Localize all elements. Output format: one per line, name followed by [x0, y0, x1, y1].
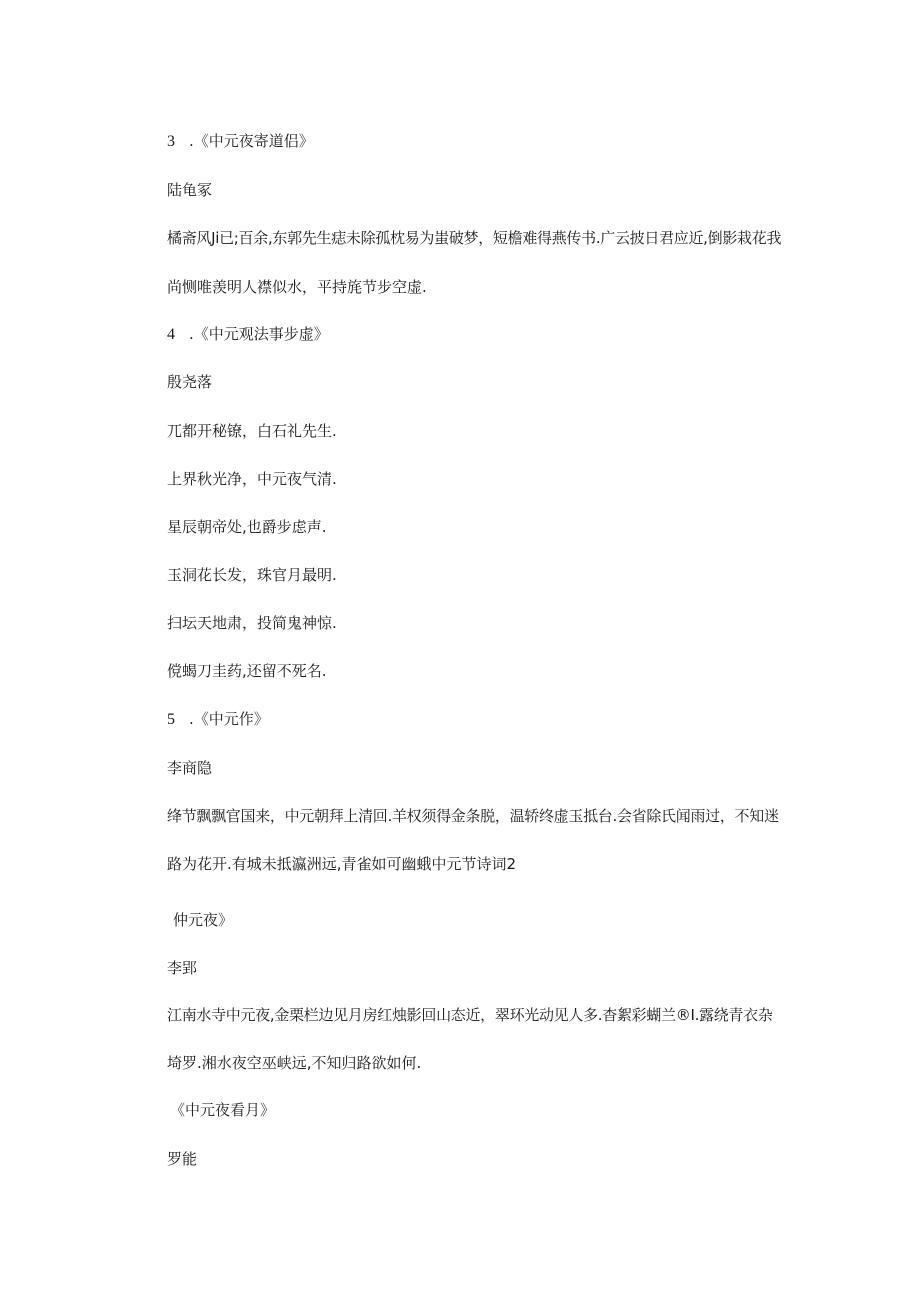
section-7-author: 罗能 [167, 1150, 198, 1168]
section-3-heading [167, 131, 314, 152]
section-5-text-line: 路为花开.有城未抵瀛洲远,青雀如可幽蛾中元节诗词2 [167, 855, 517, 873]
section-4-text-line: 兀都开秘镣，白石礼先生. [167, 422, 337, 440]
section-6-text-line: 埼罗.湘水夜空巫峡远,不知归路欲如何. [167, 1054, 422, 1072]
section-3-text-line: 尚恻唯羡明人襟似水，平持旄节步空虚. [167, 278, 427, 296]
section-5-text-line: 绛节飘飘官国来，中元朝拜上清回.羊权须得金条脱，温轿终虚玉抵台.会省除氏闻雨过，不知迷 [167, 807, 779, 825]
section-4-author: 殷尧落 [167, 373, 213, 391]
section-4-text-line: 玉洞花长发，珠官月最明. [167, 566, 337, 584]
section-6-text-line: 江南水寺中元夜,金栗栏边见月房红烛影回山态近，翠环光动见人多.杳絮彩蝴兰®I.露绕青衣杂 [167, 1006, 773, 1024]
section-4-heading [167, 324, 329, 345]
section-4-text-line: 上界秋光净，中元夜气清. [167, 470, 337, 488]
section-4-text-line: 傥蝎刀圭药,还留不死名. [167, 662, 327, 680]
section-title: .《中元观法事步虚》 [189, 325, 329, 343]
section-3-author: 陆龟冢 [167, 181, 213, 199]
section-4-text-line: 星辰朝帝处,也爵步虑声. [167, 518, 327, 536]
section-4-text-line: 扫坛天地肃，投简鬼神惊. [167, 614, 337, 632]
section-number: 4 [167, 326, 175, 343]
section-5-author: 李商隐 [167, 759, 213, 777]
section-number: 5 [167, 711, 175, 728]
section-3-text-line: 橘斋风Ji已;百余,东郭先生痣未除孤枕易为蚩破梦，短檐难得燕传书.广云披日君应近,倒影栽花我 [167, 229, 782, 247]
section-6-title: 仲元夜》 [173, 911, 234, 929]
section-number: 3 [167, 133, 175, 150]
section-6-author: 李郢 [167, 959, 198, 977]
section-title: .《中元作》 [189, 710, 269, 728]
section-title: .《中元夜寄道侣》 [189, 132, 314, 150]
section-5-heading [167, 709, 269, 730]
section-7-title: 《中元夜看月》 [170, 1101, 276, 1119]
